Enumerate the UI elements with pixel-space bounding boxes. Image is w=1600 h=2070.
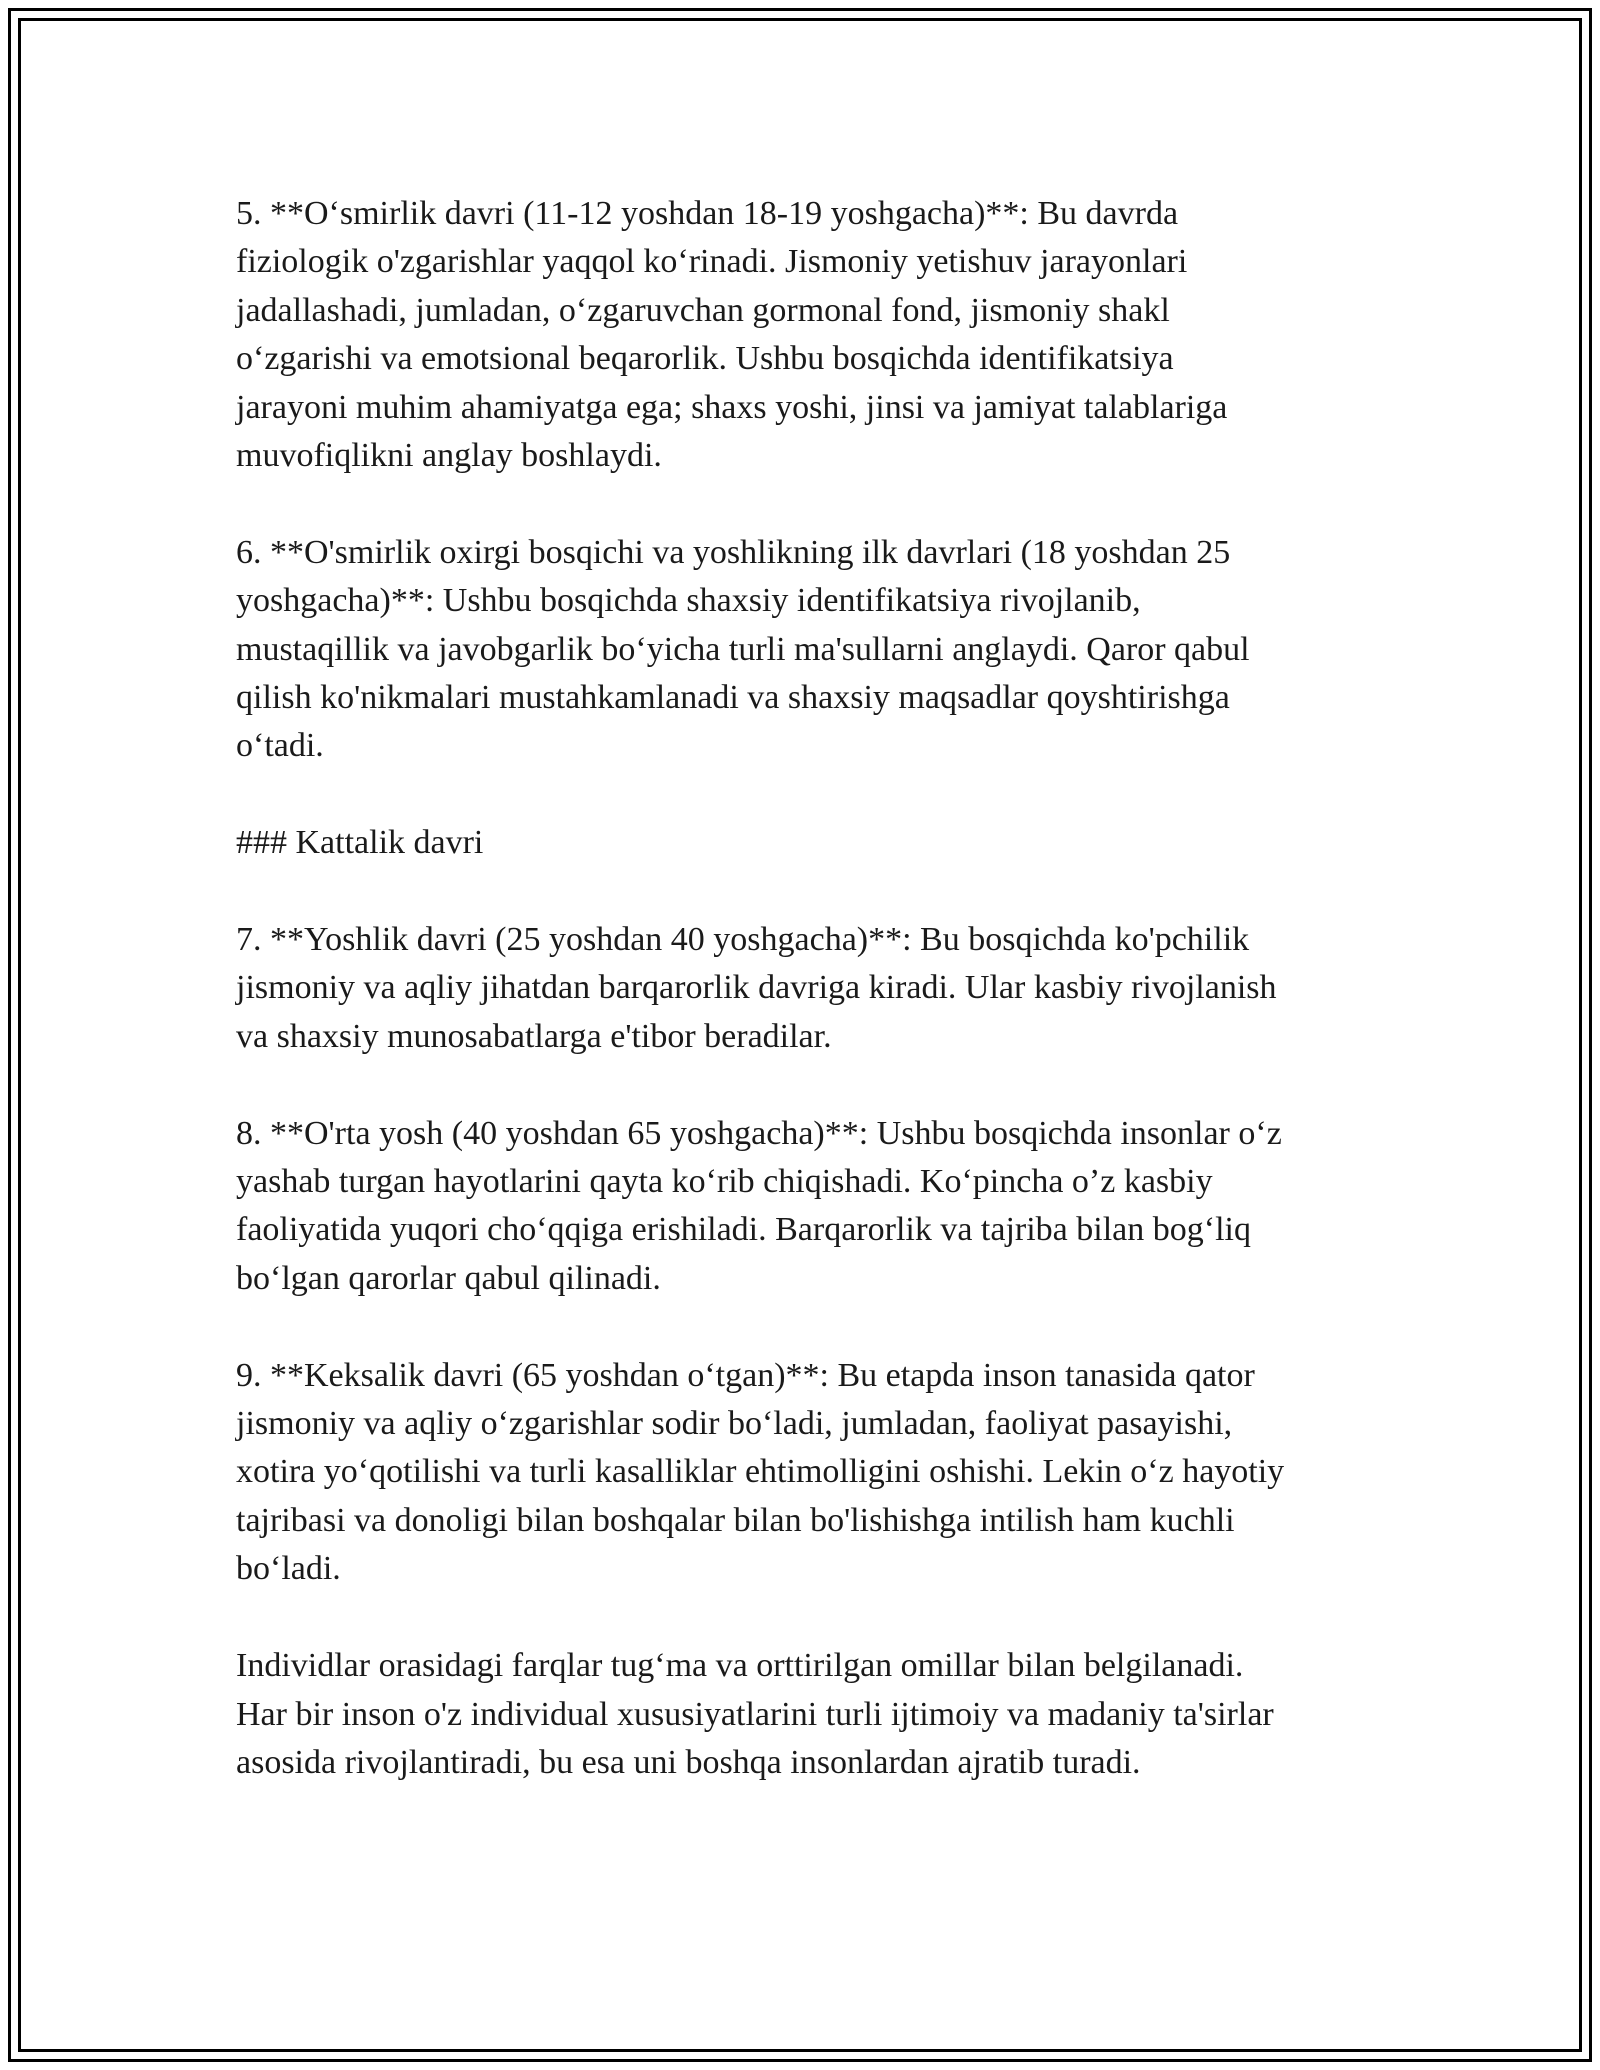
section-heading-kattalik-davri: ### Kattalik davri <box>236 824 484 862</box>
paragraph-osmirlik-davri: 5. **O‘smirlik davri (11-12 yoshdan 18-19 yoshgacha)**: Bu davrda fiziologik o'zgarishlar yaqqol ko‘rinadi. Jismoniy yetishuv jarayonlari jadallashadi, jumladan, o‘zgaruvchan gormonal fond, jismoniy shakl o‘zgarishi va emotsional beqarorlik. Ushbu bosqichda identifikatsiya jarayoni muhim ahamiyatga ega; shaxs yoshi, jinsi va jamiyat talablariga muvofiqlikni anglay boshlaydi. <box>236 195 1228 475</box>
paragraph-individlar-farqlari: Individlar orasidagi farqlar tug‘ma va orttirilgan omillar bilan belgilanadi. Har bir inson o'z individual xususiyatlarini turli ijtimoiy va madaniy ta'sirlar asosida rivojlantiradi, bu esa uni boshqa insonlardan ajratib turadi. <box>236 1647 1274 1781</box>
paragraph-osmirlik-oxirgi-bosqichi: 6. **O'smirlik oxirgi bosqichi va yoshlikning ilk davrlari (18 yoshdan 25 yoshgacha)**: Ushbu bosqichda shaxsiy identifikatsiya rivojlanib, mustaqillik va javobgarlik bo‘yicha turli ma'sullarni anglaydi. Qaror qabul qilish ko'nikmalari mustahkamlanadi va shaxsiy maqsadlar qoyshtirishga o‘tadi. <box>236 533 1250 765</box>
paragraph-orta-yosh: 8. **O'rta yosh (40 yoshdan 65 yoshgacha)**: Ushbu bosqichda insonlar o‘z yashab turgan hayotlarini qayta ko‘rib chiqishadi. Ko‘pincha o’z kasbiy faoliyatida yuqori cho‘qqiga erishiladi. Barqarorlik va tajriba bilan bog‘liq bo‘lgan qarorlar qabul qilinadi. <box>236 1114 1282 1297</box>
document-body <box>236 190 1376 1836</box>
paragraph-keksalik-davri: 9. **Keksalik davri (65 yoshdan o‘tgan)**: Bu etapda inson tanasida qator jismoniy va aqliy o‘zgarishlar sodir bo‘ladi, jumladan, faoliyat pasayishi, xotira yo‘qotilishi va turli kasalliklar ehtimolligini oshishi. Lekin o‘z hayotiy tajribasi va donoligi bilan boshqalar bilan bo'lishishga intilish ham kuchli bo‘ladi. <box>236 1356 1285 1588</box>
paragraph-yoshlik-davri: 7. **Yoshlik davri (25 yoshdan 40 yoshgacha)**: Bu bosqichda ko'pchilik jismoniy va aqliy jihatdan barqarorlik davriga kiradi. Ular kasbiy rivojlanish va shaxsiy munosabatlarga e'tibor beradilar. <box>236 921 1277 1055</box>
